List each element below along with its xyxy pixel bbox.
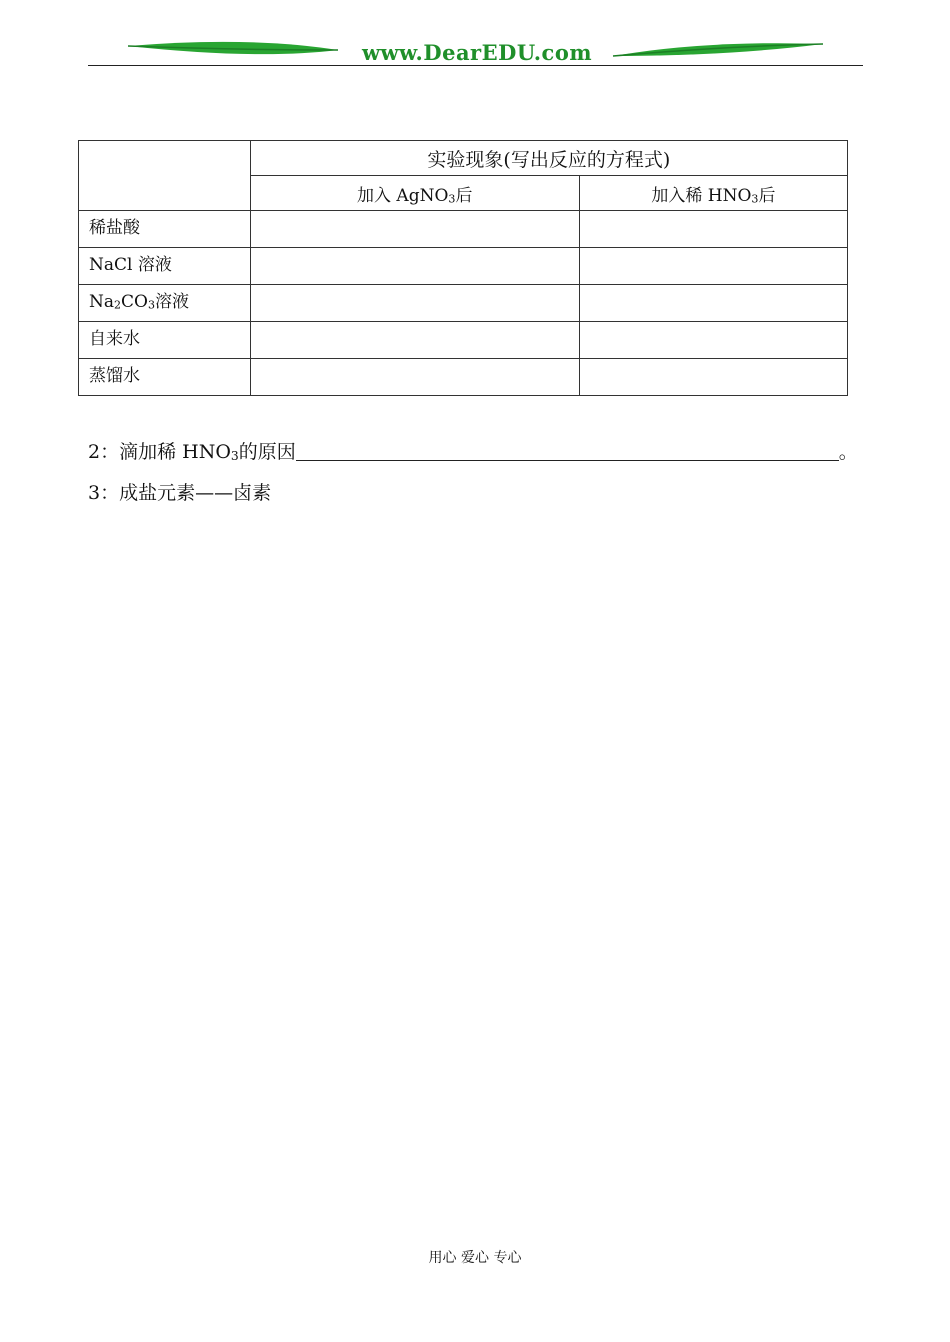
table-header-main: 实验现象(写出反应的方程式) — [250, 141, 847, 176]
header-rule — [88, 65, 863, 66]
page-footer: 用心 爱心 专心 — [428, 1250, 522, 1266]
table-corner-cell — [79, 141, 251, 211]
table-row — [79, 359, 848, 396]
row-label: $Na_2CO_3$溶液 — [79, 285, 251, 322]
table-row — [79, 322, 848, 359]
question-2: 2：滴加稀 $HNO_3$的原因 。 — [88, 441, 858, 463]
table-cell[interactable] — [250, 211, 579, 248]
table-cell[interactable] — [250, 248, 579, 285]
row-label: 蒸馏水 — [79, 359, 251, 396]
table-row — [79, 248, 848, 285]
row-label: 稀盐酸 — [79, 211, 251, 248]
experiment-table — [78, 140, 848, 396]
table-header-agno3: 加入 AgNO$_3$后 — [250, 176, 579, 211]
table-cell[interactable] — [579, 248, 847, 285]
table-row — [79, 211, 848, 248]
table-cell[interactable] — [250, 322, 579, 359]
table-cell[interactable] — [250, 285, 579, 322]
table-cell[interactable] — [250, 359, 579, 396]
table-cell[interactable] — [579, 285, 847, 322]
table-row — [79, 285, 848, 322]
site-logo[interactable]: www.DearEDU.com — [361, 40, 593, 65]
row-label: NaCl 溶液 — [79, 248, 251, 285]
table-cell[interactable] — [579, 359, 847, 396]
table-header-hno3: 加入稀 $HNO_3$后 — [579, 176, 847, 211]
question-3: 3：成盐元素——卤素 — [88, 482, 272, 504]
table-cell[interactable] — [579, 211, 847, 248]
left-leaf-icon — [128, 42, 338, 54]
row-label: 自来水 — [79, 322, 251, 359]
answer-blank[interactable] — [296, 442, 839, 461]
table-cell[interactable] — [579, 322, 847, 359]
